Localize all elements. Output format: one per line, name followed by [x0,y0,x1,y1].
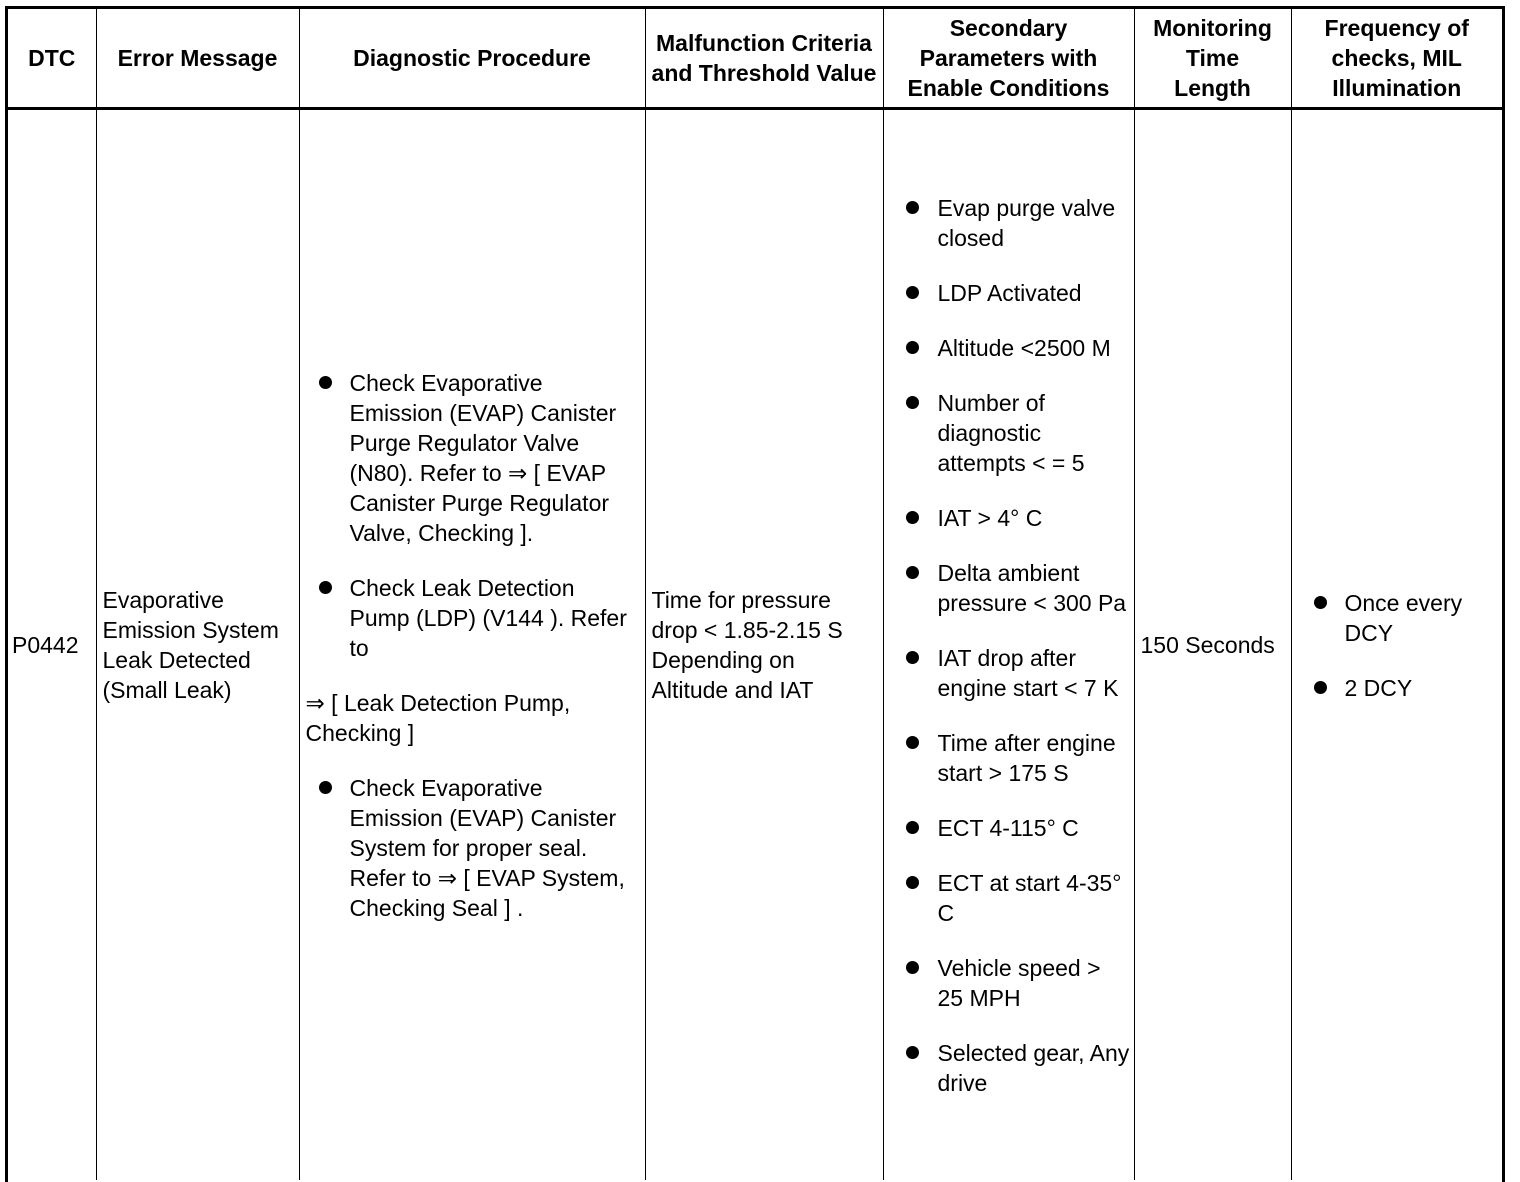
bullet-icon [906,286,919,299]
frequency-text: Once every DCY [1344,589,1463,646]
bullet-icon [319,376,332,389]
param-text: ECT at start 4-35° C [937,869,1122,926]
malfunction-criteria-text: Time for pressure drop < 1.85-2.15 S Depending on Altitude and IAT [651,587,843,703]
param-text: Altitude <2500 M [937,334,1111,361]
error-message-text: Evaporative Emission System Leak Detected (Small Leak) [102,587,279,703]
list-item [306,573,641,663]
bullet-icon [906,201,919,214]
bullet-icon [906,396,919,409]
cell-diagnostic-procedure [299,109,645,1181]
bullet-icon [1314,596,1327,609]
bullet-icon [319,581,332,594]
list-item [888,503,1130,533]
header-diagnostic-procedure: Diagnostic Procedure [299,9,645,109]
param-text: ECT 4-115° C [937,814,1079,841]
procedure-step-3: Check Evaporative Emission (EVAP) Canister System for proper seal. Refer to ⇒ [ EVAP System, Checking Seal ] . [349,774,625,921]
frequency-list [1312,588,1495,703]
param-text: Vehicle speed > 25 MPH [937,954,1101,1011]
monitoring-time-text: 150 Seconds [1140,632,1275,658]
list-item [888,558,1130,618]
header-row [8,9,1502,109]
cell-malfunction-criteria [645,109,883,1181]
procedure-list-2 [306,773,641,923]
list-item [1312,673,1495,703]
table-row [8,109,1502,1181]
bullet-icon [906,341,919,354]
bullet-icon [906,566,919,579]
dtc-table [8,9,1502,1180]
frequency-text: 2 DCY [1344,674,1413,701]
list-item [888,333,1130,363]
header-malfunction-criteria-text: Malfunction Criteria and Threshold Value [651,30,877,86]
cell-error-message [96,109,299,1181]
dtc-code: P0442 [12,632,79,658]
procedure-reference-text: ⇒ [ Leak Detection Pump, Checking ] [305,689,571,746]
list-item [888,868,1130,928]
list-item [888,278,1130,308]
param-text: Time after engine start > 175 S [937,729,1116,786]
list-item [888,813,1130,843]
procedure-step-2: Check Leak Detection Pump (LDP) (V144 ). Refer to [349,574,627,661]
list-item [888,728,1130,788]
header-dtc: DTC [8,9,96,109]
header-monitoring-time-text: Monitoring Time Length [1153,15,1272,101]
bullet-icon [906,651,919,664]
header-error-message: Error Message [96,9,299,109]
list-item [306,368,641,548]
bullet-icon [906,511,919,524]
bullet-icon [906,736,919,749]
procedure-list-1 [306,368,641,663]
list-item [888,953,1130,1013]
param-text: IAT > 4° C [937,504,1043,531]
bullet-icon [906,876,919,889]
header-frequency [1291,9,1502,109]
bullet-icon [319,781,332,794]
list-item [1312,588,1495,648]
header-secondary-parameters [883,9,1134,109]
list-item [888,388,1130,478]
bullet-icon [906,961,919,974]
bullet-icon [906,821,919,834]
list-item [888,193,1130,253]
list-item [888,643,1130,703]
secondary-parameters-list [888,193,1130,1098]
param-text: Evap purge valve closed [937,194,1116,251]
param-text: Delta ambient pressure < 300 Pa [937,559,1127,616]
cell-monitoring-time [1134,109,1291,1181]
header-malfunction-criteria [645,9,883,109]
header-secondary-parameters-text: Secondary Parameters with Enable Conditions [907,15,1110,101]
list-item [306,773,641,923]
bullet-icon [906,1046,919,1059]
cell-secondary-parameters [883,109,1134,1181]
header-frequency-text: Frequency of checks, MIL Illumination [1324,15,1469,101]
param-text: Selected gear, Any drive [937,1039,1130,1096]
bullet-icon [1314,681,1327,694]
cell-frequency [1291,109,1502,1181]
procedure-step-1: Check Evaporative Emission (EVAP) Canister Purge Regulator Valve (N80). Refer to ⇒ [ EVAP Canister Purge Regulator Valve, Checking ]. [349,369,617,546]
param-text: Number of diagnostic attempts < = 5 [937,389,1085,476]
param-text: LDP Activated [937,279,1082,306]
list-item [888,1038,1130,1098]
dtc-table-frame [5,6,1505,1182]
cell-dtc [8,109,96,1181]
header-monitoring-time [1134,9,1291,109]
param-text: IAT drop after engine start < 7 K [937,644,1119,701]
